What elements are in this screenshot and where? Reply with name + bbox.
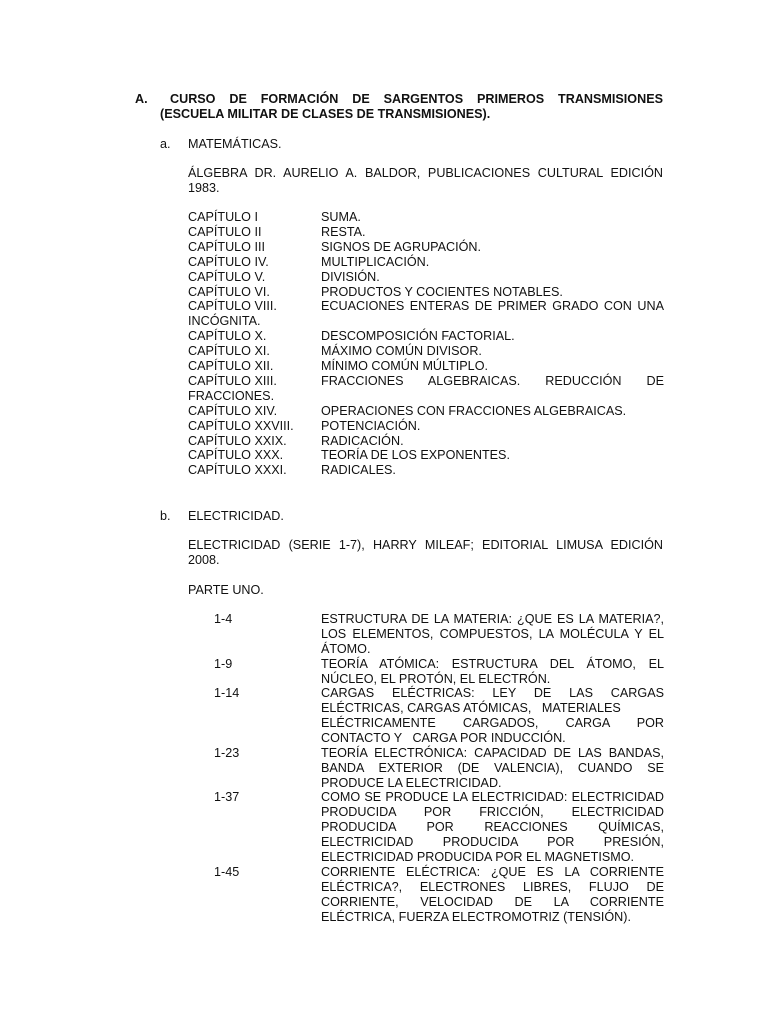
chapter-topic: MÁXIMO COMÚN DIVISOR. [321,344,482,359]
section-code: 1-4 [214,612,233,626]
chapter-label: CAPÍTULO XIII. [188,373,277,388]
description-line: CORRIENTE, VELOCIDAD DE LA CORRIENTE [321,894,664,909]
description-line: PRODUCIDA POR REACCIONES QUÍMICAS, [321,819,664,834]
section-description [321,686,664,746]
description-line: NÚCLEO, EL PROTÓN, EL ELECTRÓN. [321,671,551,686]
chapter-label: CAPÍTULO VIII. [188,299,277,314]
chapter-topic: MÍNIMO COMÚN MÚLTIPLO. [321,359,488,373]
section-code: 1-14 [214,686,240,700]
chapter-topic: POTENCIACIÓN. [321,418,421,433]
description-line: ELÉCTRICAMENTE CARGADOS, CARGA POR [321,715,664,730]
chapter-topic: ECUACIONES ENTERAS DE PRIMER GRADO CON UNA [321,299,664,314]
chapter-topic: MULTIPLICACIÓN. [321,254,430,269]
chapter-label: FRACCIONES. [188,388,275,403]
description-line: ÁTOMO. [321,641,371,656]
section-title-line1: CURSO DE FORMACIÓN DE SARGENTOS PRIMEROS TRANSMISIONES [170,92,663,106]
elec-reference-line1: ELECTRICIDAD (SERIE 1-7), HARRY MILEAF; EDITORIAL LIMUSA EDICIÓN [188,538,663,552]
chapter-topic: SUMA. [321,210,361,224]
description-line: LOS ELEMENTOS, COMPUESTOS, LA MOLÉCULA Y EL [321,626,664,641]
description-line: ELÉCTRICA?, ELECTRONES LIBRES, FLUJO DE [321,879,664,894]
part-heading: PARTE UNO. [188,583,264,597]
chapter-label: CAPÍTULO I [188,210,258,224]
chapter-label: CAPÍTULO XXIX. [188,433,287,448]
chapter-topic: RESTA. [321,224,366,239]
elec-heading: ELECTRICIDAD. [188,509,284,523]
description-line: CONTACTO Y CARGA POR INDUCCIÓN. [321,730,566,745]
section-description [321,612,664,657]
description-line: CORRIENTE ELÉCTRICA: ¿QUE ES LA CORRIENTE [321,865,664,879]
chapter-topic: TEORÍA DE LOS EXPONENTES. [321,448,510,463]
description-line: ELÉCTRICA, FUERZA ELECTROMOTRIZ (TENSIÓN). [321,909,631,924]
chapter-topic: SIGNOS DE AGRUPACIÓN. [321,239,482,254]
elec-reference-line2: 2008. [188,553,220,567]
description-line: ESTRUCTURA DE LA MATERIA: ¿QUE ES LA MATERIA?, [321,612,664,626]
chapter-label: CAPÍTULO V. [188,269,266,284]
chapter-label: CAPÍTULO XXXI. [188,463,287,478]
chapter-topic: PRODUCTOS Y COCIENTES NOTABLES. [321,284,563,299]
chapter-label: CAPÍTULO X. [188,329,267,344]
description-line: TEORÍA ELECTRÓNICA: CAPACIDAD DE LAS BANDAS, [321,746,664,760]
section-title-line2: (ESCUELA MILITAR DE CLASES DE TRANSMISIONES). [160,107,491,121]
chapter-label: CAPÍTULO IV. [188,254,269,269]
math-letter: a. [160,137,171,151]
math-reference-line2: 1983. [188,181,220,195]
description-line: ELECTRICIDAD PRODUCIDA POR PRESIÓN, [321,834,664,849]
description-line: PRODUCE LA ELECTRICIDAD. [321,775,502,790]
description-line: TEORÍA ATÓMICA: ESTRUCTURA DEL ÁTOMO, EL [321,657,664,671]
math-heading: MATEMÁTICAS. [188,137,282,151]
chapter-label: CAPÍTULO II [188,224,262,239]
chapter-label: CAPÍTULO XXX. [188,448,284,463]
section-description [321,746,664,791]
elec-letter: b. [160,509,171,523]
chapter-label: INCÓGNITA. [188,314,261,329]
chapter-label: CAPÍTULO III [188,239,265,254]
section-code: 1-37 [214,790,240,804]
description-line: ELÉCTRICAS, CARGAS ATÓMICAS, MATERIALES [321,700,621,715]
chapter-topic: FRACCIONES ALGEBRAICAS. REDUCCIÓN DE [321,373,664,388]
section-letter: A. [135,92,148,106]
section-code: 1-9 [214,657,233,671]
section-description [321,865,664,925]
chapter-label: CAPÍTULO XIV. [188,403,278,418]
description-line: CARGAS ELÉCTRICAS: LEY DE LAS CARGAS [321,686,664,700]
math-reference-line1: ÁLGEBRA DR. AURELIO A. BALDOR, PUBLICACIONES CULTURAL EDICIÓN [188,166,663,180]
description-line: COMO SE PRODUCE LA ELECTRICIDAD: ELECTRICIDAD [321,790,664,804]
chapter-label: CAPÍTULO VI. [188,284,270,299]
chapter-topic: OPERACIONES CON FRACCIONES ALGEBRAICAS. [321,403,627,418]
chapter-topic: RADICALES. [321,463,396,478]
section-description [321,790,664,864]
description-line: ELECTRICIDAD PRODUCIDA POR EL MAGNETISMO. [321,849,635,864]
section-code: 1-45 [214,865,240,879]
description-line: PRODUCIDA POR FRICCIÓN, ELECTRICIDAD [321,804,664,819]
chapter-topic: DIVISIÓN. [321,269,380,284]
chapter-topic: DESCOMPOSICIÓN FACTORIAL. [321,329,515,344]
chapter-label: CAPÍTULO XII. [188,359,274,373]
description-line: BANDA EXTERIOR (DE VALENCIA), CUANDO SE [321,760,664,775]
section-description [321,657,664,687]
chapter-label: CAPÍTULO XXVIII. [188,418,294,433]
chapter-topic: RADICACIÓN. [321,433,404,448]
chapter-label: CAPÍTULO XI. [188,344,270,359]
section-code: 1-23 [214,746,240,760]
